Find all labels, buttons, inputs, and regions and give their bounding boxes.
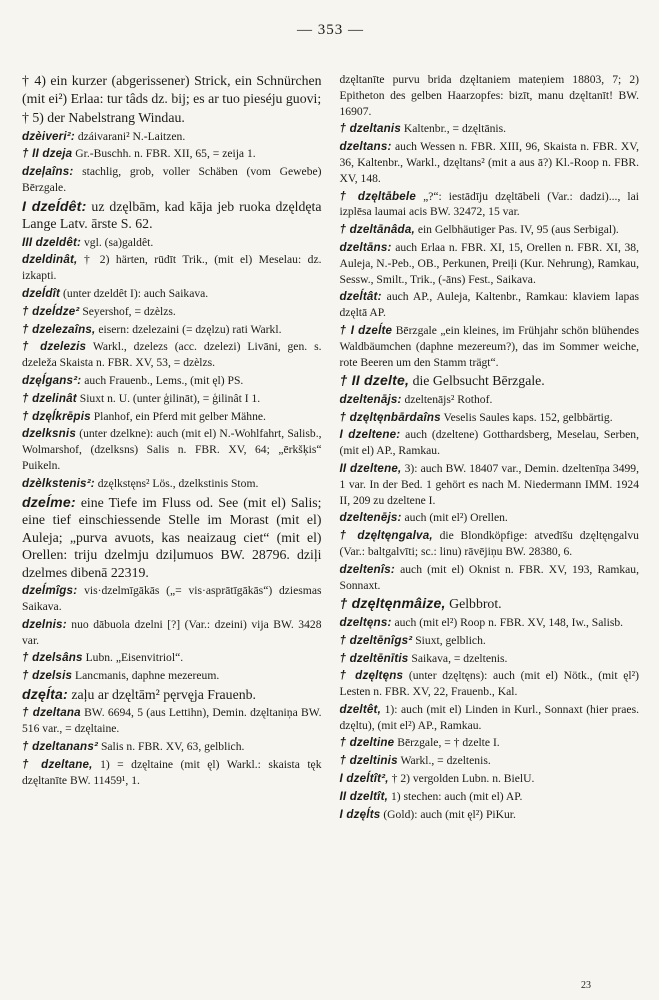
entry-text: die Blondköpfige: atvedīšu dzęltęngalvu (Var.: baltgalvīti; sc.: linu) rāvējiņu BW. 28380, 6.: [339, 529, 639, 559]
dictionary-entry: [340, 392, 640, 408]
dictionary-entry: [340, 323, 640, 370]
entry-text: dzęlkstęns² Lös., dzelkstinis Stom.: [97, 476, 259, 490]
dictionary-entry: [340, 702, 640, 734]
entry-text: 1): auch (mit el) Linden in Kurl., Sonnaxt (hier praes. dzęltu), (mit el²) AP., Ramkau.: [339, 702, 639, 732]
entry-headword: dzeĺdît: [22, 287, 61, 301]
dictionary-entry: [22, 339, 322, 371]
entry-headword: dzeltenîs:: [339, 562, 395, 576]
entry-text: Kaltenbr., = dzęltānis.: [403, 122, 507, 136]
dictionary-entry: [340, 651, 640, 667]
entry-text: (unter dzelkne): auch (mit el) N.-Wohlfahrt, Salisb., Wolmarshof, (dzelksns) Salis n. FBR. XV, 64; „ērkšķis“ Puikeln.: [22, 427, 322, 473]
entry-headword: dzęĺgans²:: [22, 374, 82, 388]
dictionary-entry: [340, 668, 640, 700]
dictionary-entry: [340, 615, 640, 631]
dictionary-entry: [340, 372, 640, 390]
dictionary-entry: [340, 595, 640, 613]
entry-text: Warkl., = dzeltenis.: [400, 754, 491, 768]
dictionary-entry: [340, 240, 640, 287]
entry-text: Warkl., dzelezs (acc. dzelezi) Livāni, gen. s. dzeleža Skaista n. FBR. XV, 53, = dzèlzs.: [22, 340, 322, 370]
dictionary-entry: [340, 289, 640, 321]
dictionary-entry: [22, 617, 322, 649]
entry-headword: dzeļaîns:: [22, 165, 74, 179]
entry-headword: † dzeltanans²: [22, 740, 99, 754]
entry-headword: † dzelezis: [22, 340, 87, 354]
entry-text: dzęltanīte purvu brida dzęltaniem mateņiem 18803, 7; 2) Epitheton des gelben Haarzopfes: bizīt, manu dzęltanīt! BW. 16907.: [339, 73, 639, 118]
entry-headword: I dzęĺts: [339, 807, 381, 821]
entry-headword: † dzeĺdze²: [22, 304, 80, 318]
entry-headword: dzelksnis: [22, 427, 76, 441]
dictionary-entry: [340, 461, 640, 508]
dictionary-entry: [22, 304, 322, 320]
entry-text: uz dzęlbām, kad kāja jeb ruoka dzęldęta Lange Latv. ārste S. 62.: [22, 198, 322, 232]
dictionary-entry: [340, 72, 640, 119]
columns: [22, 72, 639, 824]
dictionary-entry: [22, 391, 322, 407]
dictionary-entry: [22, 72, 322, 107]
dictionary-entry: [22, 757, 322, 789]
dictionary-entry: [22, 494, 322, 582]
dictionary-entry: [340, 735, 640, 751]
entry-text: Bērzgale, = † dzelte I.: [397, 736, 500, 750]
entry-headword: III dzeldêt:: [22, 235, 82, 249]
entry-text: (Gold): auch (mit ęl²) PiKur.: [383, 807, 516, 821]
entry-headword: † dzeltēnītis: [339, 651, 409, 665]
dictionary-entry: [22, 686, 322, 704]
entry-text: nuo dābuola dzelni [?] (Var.: dzeini) vija BW. 3428 var.: [22, 617, 322, 647]
entry-text: BW. 6694, 5 (aus Lettihn), Demin. dzęltaniņa BW. 516 var., = dzęltaine.: [22, 706, 322, 736]
dictionary-entry: [22, 650, 322, 666]
entry-headword: † dzeltane,: [22, 757, 93, 771]
dictionary-entry: [22, 146, 322, 162]
entry-text: 1) = dzęltaine (mit ęl) Warkl.: skaista tęk dzęltanīte BW. 11459¹, 1.: [22, 757, 322, 787]
dictionary-entry: [340, 139, 640, 186]
dictionary-entry: [340, 528, 640, 560]
entry-headword: † dzeltine: [339, 736, 395, 750]
entry-text: auch (mit el²) Roop n. FBR. XV, 148, Iw., Salisb.: [394, 615, 624, 629]
entry-headword: II dzeltît,: [339, 789, 389, 803]
entry-headword: II dzeltene,: [339, 462, 402, 476]
entry-headword: † dzeltana: [22, 706, 81, 720]
entry-headword: dzeĺtât:: [339, 290, 382, 304]
entry-text: vgl. (sa)galdêt.: [84, 235, 154, 249]
dictionary-entry: [22, 583, 322, 615]
dictionary-entry: [340, 410, 640, 426]
entry-text: Veselis Saules kaps. 152, gelbbärtig.: [443, 410, 613, 424]
entry-text: † 2) härten, rūdīt Trik., (mit el) Meselau: dz. izkapti.: [22, 253, 322, 283]
entry-text: † 4) ein kurzer (abgerissener) Strick, ein Schnürchen (mit ei²) Erlaa: tur tâds dz. bij; es ar tuo pieséju guovi;: [22, 73, 322, 106]
entry-text: † 5) der Nabelstrang Windau.: [22, 110, 185, 125]
entry-text: die Gelbsucht Bērzgale.: [412, 373, 545, 389]
entry-headword: dzeltans:: [339, 140, 392, 154]
entry-text: auch (mit el) Oknist n. FBR. XV, 193, Ramkau, Sonnaxt.: [339, 562, 639, 592]
entry-text: 1) stechen: auch (mit el) AP.: [390, 789, 523, 803]
dictionary-entry: [340, 510, 640, 526]
entry-text: auch Wessen n. FBR. XIII, 96, Skaista n. FBR. XV, 36, Kaltenbr., Warkl., dzęltans² (mit a aus ā?) Kl.-Roop n. FBR. XV, 148.: [339, 140, 639, 185]
dictionary-entry: [340, 121, 640, 137]
entry-headword: I dzeĺtît²,: [339, 772, 389, 786]
entry-text: auch (dzeltene) Gotthardsberg, Meselau, Serben, (mit el) AP., Ramkau.: [339, 428, 640, 458]
entry-text: „?“: iestādīju dzęltābeli (Var.: dadzi)..., lai izplēsa laumai acis BW. 32472, 15 var.: [339, 189, 640, 219]
entry-headword: † dzelsâns: [22, 651, 83, 665]
entry-headword: † dzelezaîns,: [22, 322, 96, 336]
entry-headword: dzèlkstenis²:: [22, 476, 95, 490]
entry-headword: † dzeltinis: [339, 754, 398, 768]
dictionary-entry: [340, 771, 640, 787]
entry-headword: dzeltęns:: [339, 615, 392, 629]
entry-headword: † dzeltānâda,: [339, 223, 415, 237]
dictionary-entry: [340, 633, 640, 649]
entry-text: dzáivarani² N.-Laitzen.: [77, 129, 186, 143]
dictionary-entry: [22, 286, 322, 302]
entry-text: Salis n. FBR. XV, 63, gelblich.: [100, 740, 245, 754]
entry-headword: dzeltenājs:: [339, 392, 402, 406]
entry-text: (unter dzeldêt I): auch Saikava.: [63, 287, 209, 301]
dictionary-entry: [22, 426, 322, 473]
entry-text: Lancmanis, daphne mezereum.: [75, 669, 220, 683]
entry-text: Siuxt, gelblich.: [415, 633, 486, 647]
entry-headword: I dzeĺdêt:: [22, 197, 87, 214]
entry-text: Planhof, ein Pferd mit gelber Mähne.: [93, 409, 266, 423]
entry-headword: † II dzelte,: [339, 372, 410, 389]
dictionary-entry: [22, 668, 322, 684]
entry-text: ein Gelbhäutiger Pas. IV, 95 (aus Serbigal).: [417, 223, 619, 237]
dictionary-entry: [340, 789, 640, 805]
entry-text: Bērzgale „ein kleines, im Frühjahr schön blühendes Waldbäumchen (daphne mezereum?), das im Sommer weiche, rote Beeren um den Stamm trägt“.: [339, 323, 640, 369]
dictionary-entry: [22, 409, 322, 425]
entry-headword: dzeĺmîgs:: [22, 584, 78, 598]
entry-headword: † dzęltęnmâize,: [339, 595, 446, 612]
left-column: [22, 72, 322, 824]
dictionary-entry: [340, 427, 640, 459]
entry-text: (unter dzęltęns): auch (mit el) Nötk., (mit ęl²) Lesten n. FBR. XV, 22, Frauenb., Kal.: [339, 669, 639, 699]
entry-text: Gelbbrot.: [449, 596, 502, 612]
dictionary-entry: [22, 739, 322, 755]
dictionary-entry: [340, 807, 640, 823]
entry-headword: † dzęltęns: [339, 669, 404, 683]
entry-headword: † dzeltanis: [339, 122, 401, 136]
entry-headword: dzeltenējs:: [339, 511, 402, 525]
entry-headword: † dzęltęnbārdaîns: [339, 410, 441, 424]
entry-text: auch Erlaa n. FBR. XI, 15, Orellen n. FBR. XI, 38, Auleja, N.-Peb., OB., Perkunen, Preiļi (Kur. Nehrung), Ramkau, Sessw., Smilt., Trik., (-āns) Fest., Saikava.: [339, 240, 640, 286]
entry-headword: † dzeltēnîgs²: [339, 633, 413, 647]
entry-text: stachlig, grob, voller Schäben (vom Gewebe) Bērzgale.: [22, 165, 322, 194]
dictionary-entry: [22, 322, 322, 338]
dictionary-entry: [22, 235, 322, 251]
entry-headword: dzeltāns:: [339, 240, 392, 254]
entry-text: dzeltenājs² Rothof.: [404, 392, 493, 406]
entry-headword: dzeldinât,: [22, 253, 78, 267]
dictionary-entry: [22, 164, 322, 196]
entry-headword: dzèiveri²:: [22, 129, 75, 143]
entry-headword: dzelnis:: [22, 617, 67, 631]
entry-headword: † I dzeĺte: [339, 323, 393, 337]
entry-headword: I dzeltene:: [339, 428, 401, 442]
dictionary-entry: [340, 753, 640, 769]
right-column: [340, 72, 640, 824]
dictionary-entry: [22, 109, 322, 127]
entry-headword: † II dzeja: [22, 147, 73, 161]
entry-text: Seyershof, = dzèlzs.: [82, 304, 176, 318]
dictionary-entry: [22, 476, 322, 492]
dictionary-entry: [340, 562, 640, 594]
dictionary-entry: [22, 252, 322, 284]
entry-text: † 2) vergolden Lubn. n. BielU.: [391, 772, 535, 786]
entry-text: 3): auch BW. 18407 var., Demin. dzeltenīņa 3499, 1 var. In der Bed. 1 gehört es nach M. Niedermann IMM. 1924 II, 209 zu dzeltene I.: [339, 462, 639, 507]
dictionary-entry: [22, 705, 322, 737]
entry-headword: † dzęĺkrēpis: [22, 409, 91, 423]
entry-text: zaļu ar dzęltām² pęrvęja Frauenb.: [71, 686, 256, 702]
entry-text: Saikava, = dzeltenis.: [411, 651, 508, 665]
page-number: — 353 —: [297, 22, 364, 38]
signature-mark: 23: [581, 980, 591, 991]
entry-text: vis·dzelmīgākās („= vis·asprātīgākās“) dziesmas Saikava.: [22, 584, 322, 613]
entry-text: auch AP., Auleja, Kaltenbr., Ramkau: klaviem lapas dzęltā AP.: [339, 290, 639, 320]
entry-headword: dzęĺta:: [22, 685, 68, 702]
entry-text: Lubn. „Eisenvitriol“.: [85, 651, 184, 665]
dictionary-entry: [22, 373, 322, 389]
entry-headword: † dzęltęngalva,: [339, 529, 433, 543]
dictionary-entry: [340, 189, 640, 221]
entry-headword: dzeltêt,: [339, 702, 382, 716]
entry-headword: † dzęltābele: [339, 189, 416, 203]
entry-text: auch Frauenb., Lems., (mit ęl) PS.: [84, 374, 244, 388]
entry-text: Gr.-Buschh. n. FBR. XII, 65, = zeija 1.: [75, 147, 256, 161]
entry-text: eisern: dzelezaini (= dzęlzu) rati Warkl.: [98, 322, 282, 336]
dictionary-entry: [340, 222, 640, 238]
entry-text: Siuxt n. U. (unter ģilināt), = ģilinât I 1.: [79, 391, 261, 405]
entry-headword: dzeĺme:: [22, 493, 76, 510]
entry-text: auch (mit el²) Orellen.: [404, 511, 508, 525]
entry-text: eine Tiefe im Fluss od. See (mit el) Salis; eine tief einschiessende Stelle im Morast (mit el) Auleja; „purva avuots, kas neaizaug ciet“ (mit el) Orellen: triju dzelmju dziļumuos BW. 28796. dziļi dzelmes dibenā 22319.: [22, 494, 322, 580]
dictionary-entry: [22, 129, 322, 145]
dictionary-entry: [22, 198, 322, 233]
entry-headword: † dzelsis: [22, 669, 73, 683]
entry-headword: † dzelinât: [22, 391, 77, 405]
